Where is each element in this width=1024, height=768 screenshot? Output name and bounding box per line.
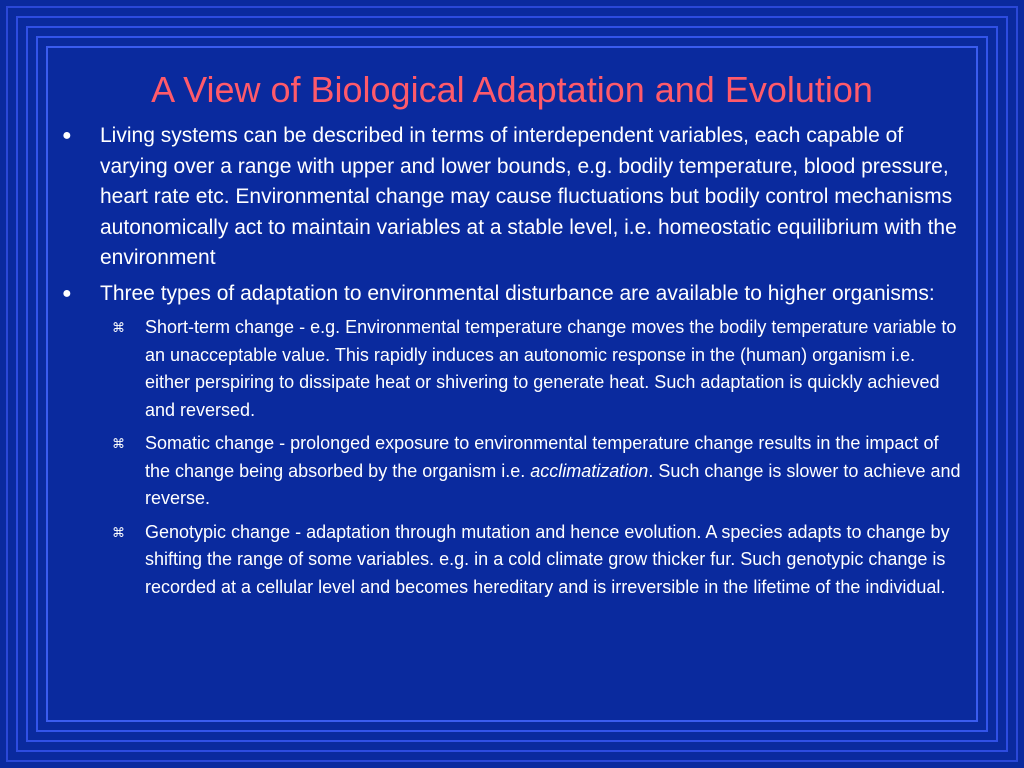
slide-body xyxy=(62,121,962,607)
bullet-text: Three types of adaptation to environmental disturbance are available to higher organisms: xyxy=(100,281,935,305)
sub-bullet-text-after: . Such change is slower to achieve and reverse. xyxy=(145,460,961,508)
sub-bullet-text-italic: acclimatization xyxy=(530,460,649,481)
sub-bullet-text: Short-term change - e.g. Environmental temperature change moves the bodily temperature variable to an unacceptable value. This rapidly induces an autonomic response in the (human) organism i.e. either perspiring to dissipate heat or shivering to generate heat. Such adaptation is quickly achieved and reversed. xyxy=(145,317,957,420)
sub-bullet-somatic xyxy=(62,430,962,513)
command-key-icon: ⌘ xyxy=(112,320,125,335)
sub-bullet-text xyxy=(145,433,961,508)
slide-title: A View of Biological Adaptation and Evolution xyxy=(151,69,873,110)
bullet-dot-icon: ● xyxy=(62,127,72,144)
bullet-dot-icon: ● xyxy=(62,284,72,302)
command-key-icon: ⌘ xyxy=(112,436,125,451)
sub-bullet-list xyxy=(62,314,962,601)
bullet-point-1 xyxy=(62,121,962,274)
sub-bullet-text: Genotypic change - adaptation through mutation and hence evolution. A species adapts to change by shifting the range of some variables. e.g. in a cold climate grow thicker fur. Such genotypic change is recorded at a cellular level and becomes hereditary and is irreversible in the lifetime of the individual. xyxy=(145,521,950,597)
bullet-point-2 xyxy=(62,279,962,310)
sub-bullet-text-before: Somatic change - prolonged exposure to environmental temperature change results in the impact of the change being absorbed by the organism i.e. xyxy=(145,433,939,481)
command-key-icon: ⌘ xyxy=(112,524,125,540)
bullet-text: Living systems can be described in terms of interdependent variables, each capable of varying over a range with upper and lower bounds, e.g. bodily temperature, blood pressure, heart rate etc. Environmental change may cause fluctuations but bodily control mechanisms autonomically act to maintain variables at a stable level, i.e. homeostatic equilibrium with the environment xyxy=(100,124,957,269)
sub-bullet-genotypic xyxy=(62,519,962,602)
sub-bullet-short-term xyxy=(62,314,962,424)
